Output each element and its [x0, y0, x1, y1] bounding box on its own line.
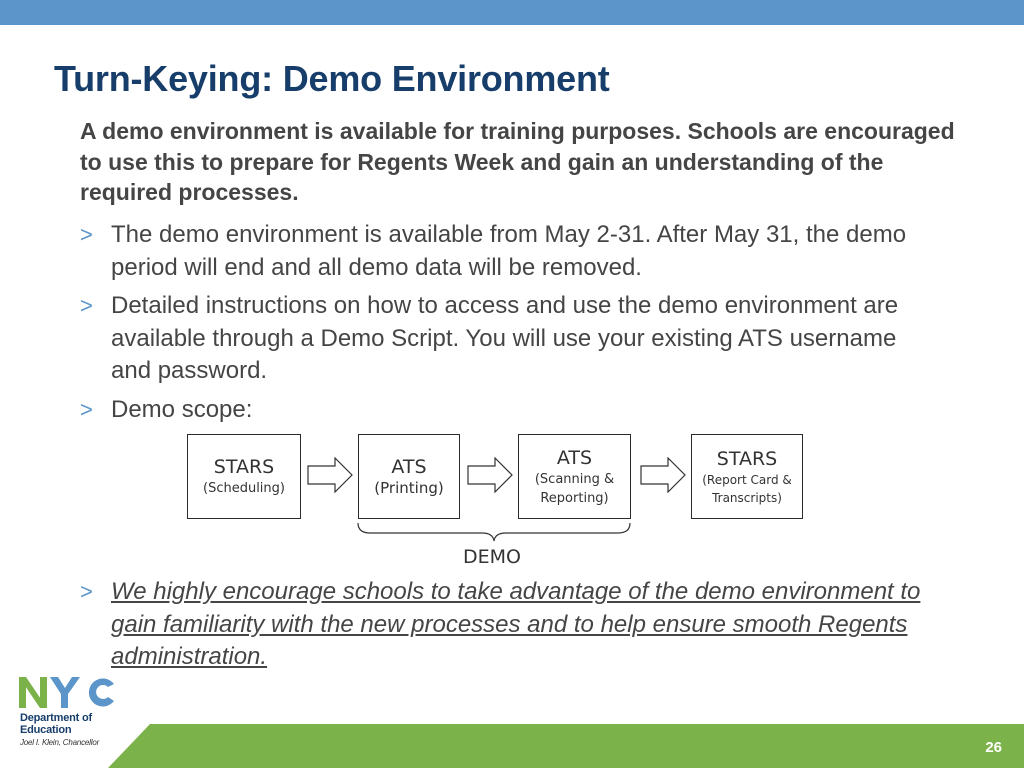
footer-bar: [0, 722, 1024, 768]
nyc-logo-icon: [18, 674, 122, 710]
slide-title: Turn-Keying: Demo Environment: [54, 58, 610, 99]
bullet-marker-icon: >: [80, 222, 93, 247]
flow-box-title: STARS: [716, 447, 778, 470]
right-arrow-icon: [307, 457, 353, 493]
flow-box-ats-printing: [358, 434, 460, 519]
flow-box-subtitle: (Scanning & Reporting): [534, 471, 615, 506]
flow-box-ats-scanning: [518, 434, 631, 519]
bullet-text: Demo scope:: [111, 396, 253, 423]
bullet-text: Detailed instructions on how to access and use the demo environment are available through a Demo Script. You will use your existing ATS username and password.: [111, 292, 899, 384]
flow-box-subtitle: (Scheduling): [203, 481, 285, 496]
bullet-instructions: [80, 290, 930, 388]
flow-box-title: STARS: [213, 456, 275, 478]
bullet-marker-icon: >: [80, 397, 93, 422]
flow-box-title: ATS: [556, 446, 593, 469]
flow-box-stars-report-card: [691, 434, 803, 519]
page-number: 26: [985, 739, 1002, 756]
right-arrow-icon: [640, 457, 686, 493]
bullet-encouragement: [80, 576, 930, 674]
flow-box-title: ATS: [391, 456, 427, 478]
logo-department-text: Department of: [20, 712, 92, 724]
bullet-demo-scope: [80, 394, 930, 427]
bullet-availability: [80, 219, 930, 284]
top-banner-bar: [0, 0, 1024, 25]
bullet-text: We highly encourage schools to take advantage of the demo environment to gain familiarity with the new processes and to help ensure smooth Regents administration.: [111, 578, 921, 670]
bullet-marker-icon: >: [80, 293, 93, 318]
logo-chancellor-text: Joel I. Klein, Chancellor: [20, 738, 100, 747]
nyc-doe-logo: [18, 674, 128, 754]
flow-box-subtitle: (Printing): [374, 479, 444, 497]
demo-label: DEMO: [463, 546, 521, 568]
bullet-marker-icon: >: [80, 579, 93, 604]
intro-paragraph: A demo environment is available for training purposes. Schools are encouraged to use this to prepare for Regents Week and gain an understanding of the required processes.: [80, 118, 955, 205]
flow-box-stars-scheduling: [187, 434, 301, 519]
demo-brace: [356, 521, 632, 543]
right-arrow-icon: [467, 457, 513, 493]
flow-box-subtitle: (Report Card & Transcripts): [702, 472, 792, 505]
logo-education-text: Education: [20, 724, 72, 736]
bullet-text: The demo environment is available from May 2-31. After May 31, the demo period will end and all demo data will be removed.: [111, 221, 907, 281]
